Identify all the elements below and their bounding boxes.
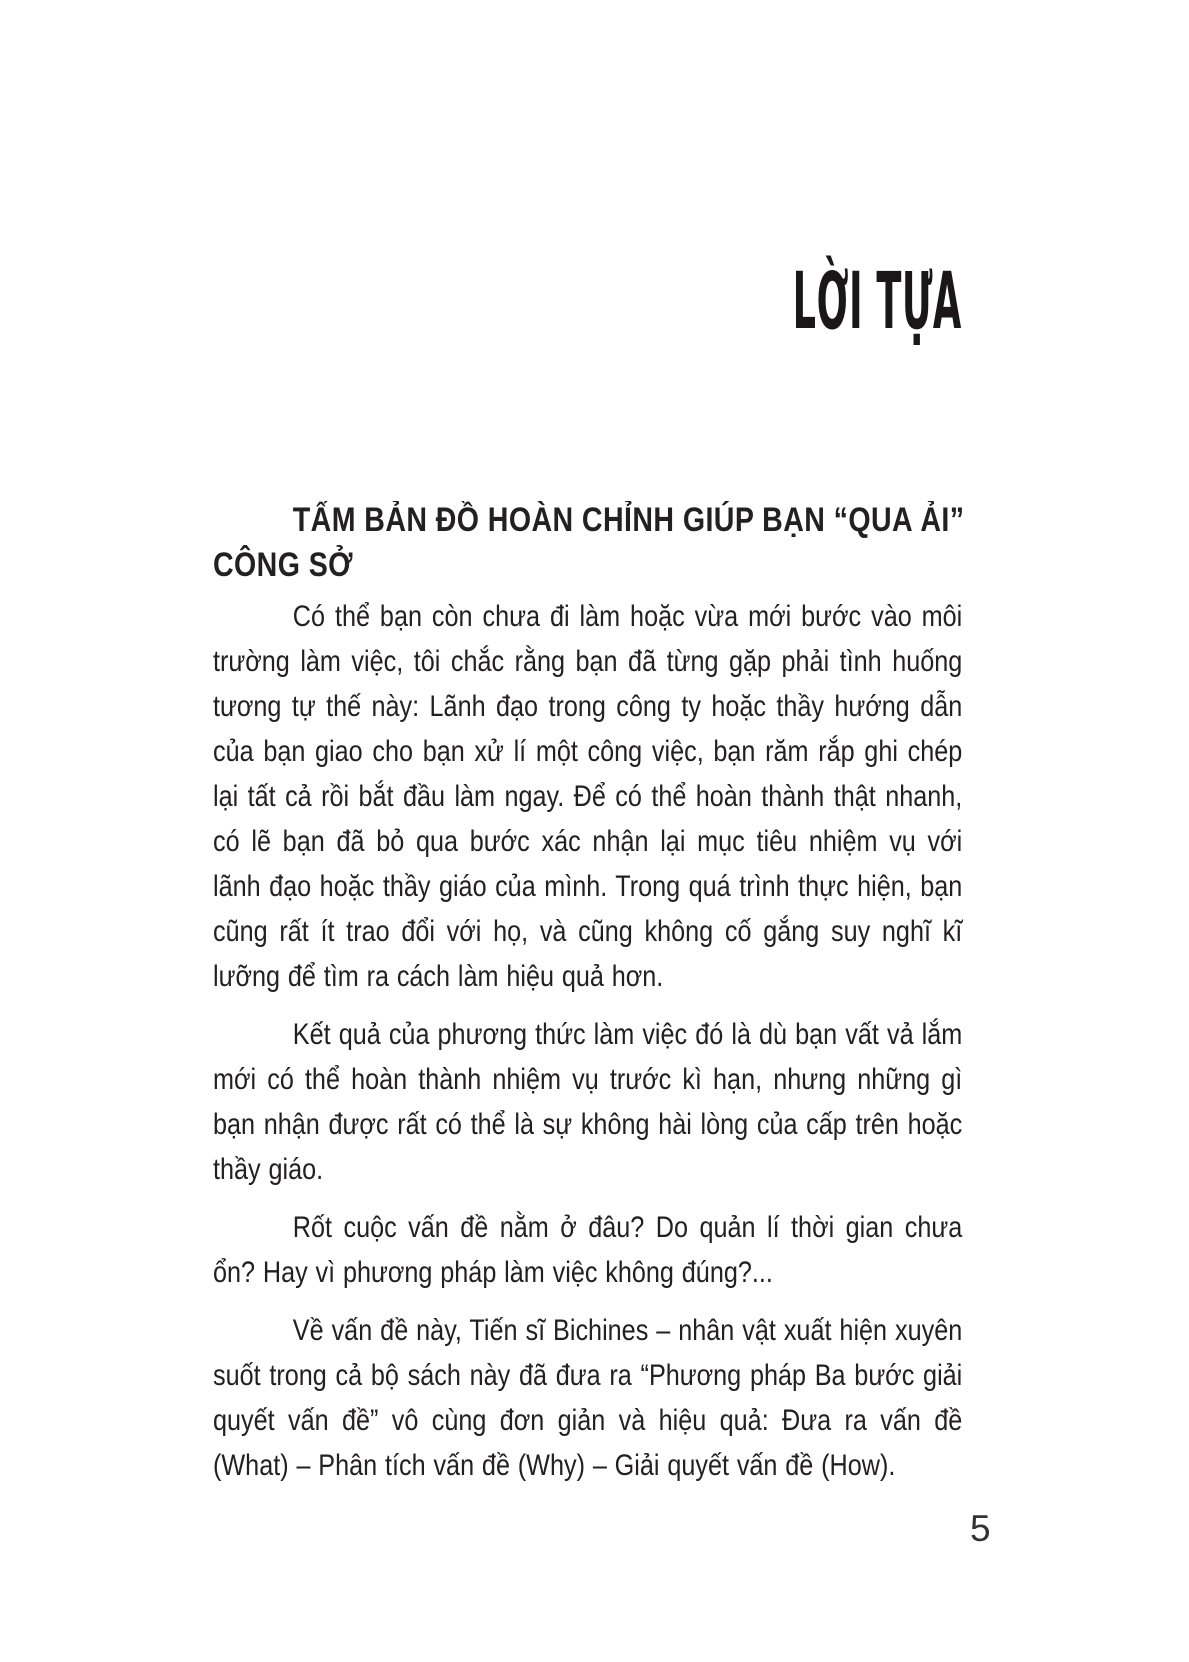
page-number: 5 [970, 1508, 991, 1549]
chapter-title: LỜI TỰA [792, 257, 962, 347]
preface-paragraph-1: Có thể bạn còn chưa đi làm hoặc vừa mới bước vào môi trường làm việc, tôi chắc rằng bạn đã từng gặp phải tình huống tương tự thế này: Lãnh đạo trong công ty hoặc thầy hướng dẫn của bạn giao cho bạn xử lí một công việc, bạn răm rắp ghi chép lại tất cả rồi bắt đầu làm ngay. Để có thể hoàn thành thật nhanh, có lẽ bạn đã bỏ qua bước xác nhận lại mục tiêu nhiệm vụ với lãnh đạo hoặc thầy giáo của mình. Trong quá trình thực hiện, bạn cũng rất ít trao đổi với họ, và cũng không cố gắng suy nghĩ kĩ lưỡng để tìm ra cách làm hiệu quả hơn. [213, 600, 963, 993]
section-heading [213, 498, 965, 588]
preface-text-block [213, 498, 965, 1501]
section-heading-line-1: TẤM BẢN ĐỒ HOÀN CHỈNH GIÚP BẠN “QUA ẢI” [292, 501, 965, 539]
preface-paragraph-3: Rốt cuộc vấn đề nằm ở đâu? Do quản lí thời gian chưa ổn? Hay vì phương pháp làm việc không đúng?... [213, 1211, 963, 1289]
section-heading-line-2: CÔNG SỞ [213, 546, 353, 584]
preface-paragraph-4: Về vấn đề này, Tiến sĩ Bichines – nhân vật xuất hiện xuyên suốt trong cả bộ sách này đã đưa ra “Phương pháp Ba bước giải quyết vấn đề” vô cùng đơn giản và hiệu quả: Đưa ra vấn đề (What) – Phân tích vấn đề (Why) – Giải quyết vấn đề (How). [213, 1314, 963, 1482]
preface-paragraph-2: Kết quả của phương thức làm việc đó là dù bạn vất vả lắm mới có thể hoàn thành nhiệm vụ trước kì hạn, nhưng những gì bạn nhận được rất có thể là sự không hài lòng của cấp trên hoặc thầy giáo. [213, 1018, 963, 1186]
